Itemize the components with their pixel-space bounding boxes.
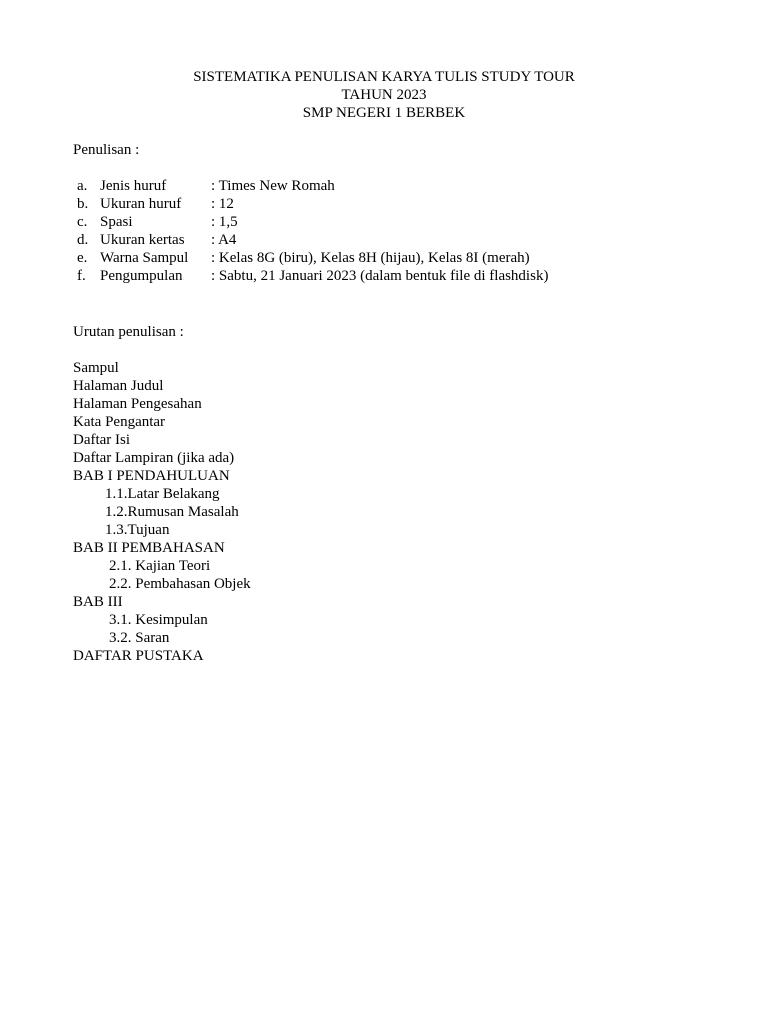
spec-letter: f.: [77, 268, 86, 284]
outline-item-kata-pengantar: Kata Pengantar: [73, 414, 166, 430]
outline-subitem-1-1: 1.1.Latar Belakang: [105, 486, 220, 502]
outline-subitem-2-2: 2.2. Pembahasan Objek: [109, 576, 251, 592]
title-line-2: TAHUN 2023: [341, 87, 427, 103]
outline-subitem-1-3: 1.3.Tujuan: [105, 522, 170, 538]
spec-name: Jenis huruf: [100, 178, 167, 194]
outline-item-halaman-pengesahan: Halaman Pengesahan: [73, 396, 202, 412]
spec-value: : Kelas 8G (biru), Kelas 8H (hijau), Kelas 8I (merah): [211, 250, 530, 266]
outline-item-bab-1: BAB I PENDAHULUAN: [73, 468, 230, 484]
penulisan-label: Penulisan :: [73, 142, 140, 158]
writing-outline: [73, 359, 251, 665]
spec-name: Pengumpulan: [100, 268, 183, 284]
spec-letter: e.: [77, 250, 88, 266]
document-title: [0, 68, 768, 122]
outline-item-daftar-isi: Daftar Isi: [73, 432, 131, 448]
spec-value: : 1,5: [211, 214, 238, 230]
spec-value: : 12: [211, 196, 234, 212]
title-line-3: SMP NEGERI 1 BERBEK: [302, 105, 466, 121]
outline-item-bab-3: BAB III: [73, 594, 123, 610]
outline-item-sampul: Sampul: [73, 360, 119, 376]
spec-value: : Times New Romah: [211, 178, 335, 194]
spec-letter: c.: [77, 214, 88, 230]
outline-subitem-3-2: 3.2. Saran: [109, 630, 170, 646]
outline-subitem-3-1: 3.1. Kesimpulan: [109, 612, 208, 628]
urutan-label: Urutan penulisan :: [73, 324, 184, 340]
outline-item-bab-2: BAB II PEMBAHASAN: [73, 540, 225, 556]
spec-value: : A4: [211, 232, 237, 248]
outline-item-daftar-pustaka: DAFTAR PUSTAKA: [73, 648, 204, 664]
title-line-1: SISTEMATIKA PENULISAN KARYA TULIS STUDY TOUR: [193, 69, 575, 85]
spec-letter: d.: [77, 232, 89, 248]
spec-letter: a.: [77, 178, 88, 194]
spec-name: Ukuran huruf: [100, 196, 182, 212]
spec-letter: b.: [77, 196, 89, 212]
spec-name: Warna Sampul: [100, 250, 189, 266]
outline-subitem-2-1: 2.1. Kajian Teori: [109, 558, 211, 574]
spec-name: Spasi: [100, 214, 133, 230]
spec-name: Ukuran kertas: [100, 232, 185, 248]
outline-item-daftar-lampiran: Daftar Lampiran (jika ada): [73, 450, 235, 466]
spec-value: : Sabtu, 21 Januari 2023 (dalam bentuk file di flashdisk): [211, 268, 549, 284]
outline-subitem-1-2: 1.2.Rumusan Masalah: [105, 504, 239, 520]
outline-item-halaman-judul: Halaman Judul: [73, 378, 164, 394]
